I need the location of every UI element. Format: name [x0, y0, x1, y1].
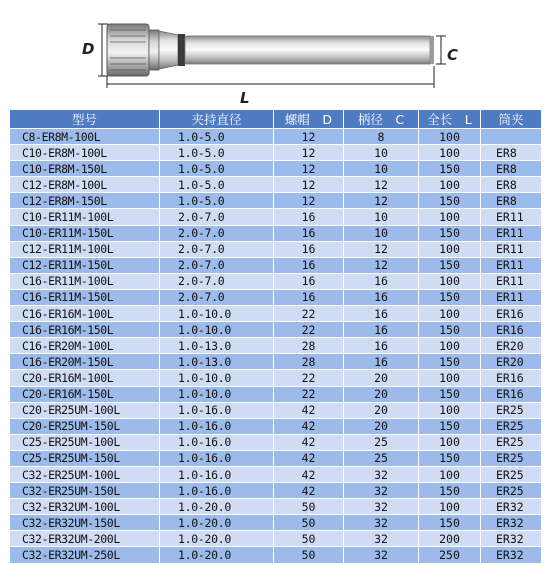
tool-holder-diagram [0, 0, 550, 110]
spec-table [9, 109, 542, 564]
cell-clamp-range: 1.0-16.0 [160, 434, 274, 450]
cell-length-l: 250 [419, 547, 481, 563]
cell-model: C32-ER32UM-250L [10, 547, 160, 563]
cell-shank-c: 32 [344, 466, 419, 482]
cell-collet: ER20 [481, 354, 542, 370]
cell-shank-c: 12 [344, 257, 419, 273]
cell-clamp-range: 1.0-10.0 [160, 386, 274, 402]
cell-clamp-range: 1.0-16.0 [160, 418, 274, 434]
table-row [10, 531, 542, 547]
cell-clamp-range: 1.0-20.0 [160, 547, 274, 563]
cell-length-l: 100 [419, 434, 481, 450]
cell-nut-d: 50 [274, 515, 344, 531]
cell-shank-c: 12 [344, 241, 419, 257]
table-row [10, 515, 542, 531]
cell-clamp-range: 2.0-7.0 [160, 257, 274, 273]
header-model: 型号 [10, 110, 160, 129]
cell-collet: ER25 [481, 483, 542, 499]
cell-model: C20-ER25UM-100L [10, 402, 160, 418]
table-row [10, 483, 542, 499]
cell-collet: ER11 [481, 241, 542, 257]
cell-model: C16-ER16M-150L [10, 322, 160, 338]
cell-nut-d: 16 [274, 257, 344, 273]
cell-shank-c: 32 [344, 531, 419, 547]
cell-collet: ER11 [481, 225, 542, 241]
cell-model: C12-ER11M-100L [10, 241, 160, 257]
cell-clamp-range: 1.0-10.0 [160, 322, 274, 338]
cell-model: C12-ER11M-150L [10, 257, 160, 273]
table-row [10, 129, 542, 145]
cell-nut-d: 12 [274, 145, 344, 161]
cell-shank-c: 10 [344, 209, 419, 225]
dimension-l [107, 66, 434, 107]
cell-nut-d: 42 [274, 402, 344, 418]
cell-collet: ER25 [481, 434, 542, 450]
table-row [10, 386, 542, 402]
cell-collet: ER32 [481, 547, 542, 563]
cell-nut-d: 22 [274, 370, 344, 386]
cell-model: C20-ER25UM-150L [10, 418, 160, 434]
label-c: C [447, 46, 459, 64]
cell-collet: ER11 [481, 209, 542, 225]
table-row [10, 289, 542, 305]
cell-clamp-range: 2.0-7.0 [160, 289, 274, 305]
cell-nut-d: 16 [274, 241, 344, 257]
cell-model: C16-ER16M-100L [10, 306, 160, 322]
cell-model: C25-ER25UM-150L [10, 450, 160, 466]
cell-model: C32-ER25UM-100L [10, 466, 160, 482]
cell-length-l: 150 [419, 418, 481, 434]
cell-collet: ER8 [481, 177, 542, 193]
table-row [10, 499, 542, 515]
dimension-d [82, 24, 108, 76]
holder-body [159, 31, 178, 69]
cell-shank-c: 25 [344, 434, 419, 450]
table-row [10, 177, 542, 193]
cell-shank-c: 12 [344, 177, 419, 193]
cell-model: C25-ER25UM-100L [10, 434, 160, 450]
cell-model: C16-ER20M-100L [10, 338, 160, 354]
cell-length-l: 100 [419, 499, 481, 515]
cell-length-l: 150 [419, 289, 481, 305]
cell-collet: ER8 [481, 193, 542, 209]
cell-nut-d: 42 [274, 418, 344, 434]
table-row [10, 193, 542, 209]
cell-nut-d: 28 [274, 354, 344, 370]
cell-shank-c: 25 [344, 450, 419, 466]
cell-shank-c: 10 [344, 225, 419, 241]
cell-length-l: 100 [419, 402, 481, 418]
cell-length-l: 150 [419, 322, 481, 338]
cell-clamp-range: 1.0-20.0 [160, 531, 274, 547]
cell-collet: ER25 [481, 418, 542, 434]
cell-model: C20-ER16M-150L [10, 386, 160, 402]
cell-nut-d: 42 [274, 483, 344, 499]
cell-nut-d: 16 [274, 273, 344, 289]
cell-model: C12-ER8M-100L [10, 177, 160, 193]
cell-clamp-range: 1.0-5.0 [160, 177, 274, 193]
cell-length-l: 200 [419, 531, 481, 547]
cell-length-l: 150 [419, 257, 481, 273]
cell-length-l: 100 [419, 241, 481, 257]
cell-shank-c: 20 [344, 370, 419, 386]
collet-nut [107, 24, 159, 76]
cell-clamp-range: 1.0-5.0 [160, 161, 274, 177]
table-row [10, 338, 542, 354]
cell-collet: ER25 [481, 466, 542, 482]
cell-shank-c: 32 [344, 547, 419, 563]
header-row [10, 110, 542, 129]
cell-model: C10-ER11M-100L [10, 209, 160, 225]
table-row [10, 161, 542, 177]
cell-clamp-range: 1.0-20.0 [160, 515, 274, 531]
cell-model: C32-ER32UM-150L [10, 515, 160, 531]
cell-shank-c: 32 [344, 499, 419, 515]
cell-length-l: 150 [419, 225, 481, 241]
cell-model: C10-ER8M-150L [10, 161, 160, 177]
cell-clamp-range: 2.0-7.0 [160, 225, 274, 241]
cell-clamp-range: 1.0-16.0 [160, 450, 274, 466]
cell-nut-d: 50 [274, 499, 344, 515]
cell-collet: ER16 [481, 386, 542, 402]
cell-shank-c: 20 [344, 386, 419, 402]
cell-shank-c: 16 [344, 289, 419, 305]
cell-shank-c: 16 [344, 354, 419, 370]
cell-clamp-range: 2.0-7.0 [160, 241, 274, 257]
cell-collet: ER25 [481, 402, 542, 418]
table-row [10, 145, 542, 161]
cell-nut-d: 42 [274, 450, 344, 466]
cell-model: C32-ER32UM-200L [10, 531, 160, 547]
shank [185, 36, 430, 64]
cell-collet: ER11 [481, 273, 542, 289]
cell-shank-c: 12 [344, 193, 419, 209]
cell-model: C8-ER8M-100L [10, 129, 160, 145]
cell-nut-d: 50 [274, 531, 344, 547]
groove-ring [178, 34, 185, 66]
header-length-l: 全长 L [419, 110, 481, 129]
cell-nut-d: 22 [274, 386, 344, 402]
cell-length-l: 150 [419, 450, 481, 466]
cell-length-l: 100 [419, 209, 481, 225]
table-row [10, 241, 542, 257]
cell-collet: ER11 [481, 257, 542, 273]
table-row [10, 450, 542, 466]
cell-nut-d: 12 [274, 129, 344, 145]
cell-collet: ER32 [481, 515, 542, 531]
cell-model: C32-ER32UM-100L [10, 499, 160, 515]
header-shank-c: 柄径 C [344, 110, 419, 129]
cell-clamp-range: 2.0-7.0 [160, 273, 274, 289]
cell-length-l: 100 [419, 145, 481, 161]
cell-collet [481, 129, 542, 145]
cell-clamp-range: 1.0-20.0 [160, 499, 274, 515]
table-row [10, 466, 542, 482]
cell-length-l: 100 [419, 177, 481, 193]
cell-model: C16-ER20M-150L [10, 354, 160, 370]
cell-nut-d: 16 [274, 289, 344, 305]
cell-shank-c: 20 [344, 418, 419, 434]
cell-nut-d: 16 [274, 209, 344, 225]
cell-collet: ER25 [481, 450, 542, 466]
table-row [10, 402, 542, 418]
cell-collet: ER16 [481, 322, 542, 338]
cell-collet: ER16 [481, 306, 542, 322]
cell-model: C16-ER11M-150L [10, 289, 160, 305]
cell-nut-d: 12 [274, 177, 344, 193]
cell-clamp-range: 1.0-13.0 [160, 338, 274, 354]
cell-model: C16-ER11M-100L [10, 273, 160, 289]
cell-length-l: 100 [419, 129, 481, 145]
cell-nut-d: 22 [274, 306, 344, 322]
header-collet: 筒夹 [481, 110, 542, 129]
cell-model: C10-ER11M-150L [10, 225, 160, 241]
cell-shank-c: 16 [344, 338, 419, 354]
table-row [10, 434, 542, 450]
cell-length-l: 150 [419, 386, 481, 402]
label-d: D [82, 40, 95, 58]
cell-length-l: 100 [419, 273, 481, 289]
cell-collet: ER20 [481, 338, 542, 354]
cell-collet: ER8 [481, 145, 542, 161]
cell-shank-c: 16 [344, 306, 419, 322]
cell-clamp-range: 1.0-5.0 [160, 145, 274, 161]
cell-shank-c: 16 [344, 273, 419, 289]
cell-nut-d: 28 [274, 338, 344, 354]
cell-shank-c: 20 [344, 402, 419, 418]
header-nut-d: 螺帽 D [274, 110, 344, 129]
table-row [10, 322, 542, 338]
table-row [10, 257, 542, 273]
cell-clamp-range: 1.0-10.0 [160, 370, 274, 386]
table-row [10, 306, 542, 322]
table-row [10, 370, 542, 386]
cell-clamp-range: 1.0-16.0 [160, 466, 274, 482]
table-row [10, 225, 542, 241]
cell-shank-c: 32 [344, 515, 419, 531]
cell-clamp-range: 1.0-13.0 [160, 354, 274, 370]
table-row [10, 418, 542, 434]
cell-model: C32-ER25UM-150L [10, 483, 160, 499]
cell-length-l: 150 [419, 193, 481, 209]
cell-model: C20-ER16M-100L [10, 370, 160, 386]
cell-shank-c: 8 [344, 129, 419, 145]
cell-collet: ER16 [481, 370, 542, 386]
cell-clamp-range: 1.0-10.0 [160, 306, 274, 322]
table-row [10, 209, 542, 225]
label-l: L [240, 89, 250, 107]
cell-shank-c: 32 [344, 483, 419, 499]
cell-collet: ER32 [481, 531, 542, 547]
cell-length-l: 100 [419, 466, 481, 482]
cell-collet: ER11 [481, 289, 542, 305]
cell-collet: ER32 [481, 499, 542, 515]
cell-clamp-range: 1.0-5.0 [160, 129, 274, 145]
cell-length-l: 150 [419, 161, 481, 177]
cell-length-l: 150 [419, 515, 481, 531]
cell-shank-c: 10 [344, 145, 419, 161]
cell-nut-d: 42 [274, 466, 344, 482]
cell-length-l: 150 [419, 483, 481, 499]
cell-nut-d: 42 [274, 434, 344, 450]
cell-length-l: 100 [419, 370, 481, 386]
header-clamp-range: 夹持直径 [160, 110, 274, 129]
cell-model: C10-ER8M-100L [10, 145, 160, 161]
cell-length-l: 100 [419, 306, 481, 322]
cell-clamp-range: 1.0-16.0 [160, 402, 274, 418]
cell-clamp-range: 1.0-5.0 [160, 193, 274, 209]
cell-nut-d: 16 [274, 225, 344, 241]
table-row [10, 273, 542, 289]
cell-length-l: 100 [419, 338, 481, 354]
cell-collet: ER8 [481, 161, 542, 177]
cell-length-l: 150 [419, 354, 481, 370]
cell-nut-d: 22 [274, 322, 344, 338]
cell-nut-d: 50 [274, 547, 344, 563]
cell-model: C12-ER8M-150L [10, 193, 160, 209]
cell-nut-d: 12 [274, 193, 344, 209]
dimension-c [436, 36, 458, 64]
cell-clamp-range: 1.0-16.0 [160, 483, 274, 499]
table-row [10, 354, 542, 370]
cell-nut-d: 12 [274, 161, 344, 177]
cell-clamp-range: 2.0-7.0 [160, 209, 274, 225]
cell-shank-c: 16 [344, 322, 419, 338]
cell-shank-c: 10 [344, 161, 419, 177]
table-body [10, 129, 542, 564]
